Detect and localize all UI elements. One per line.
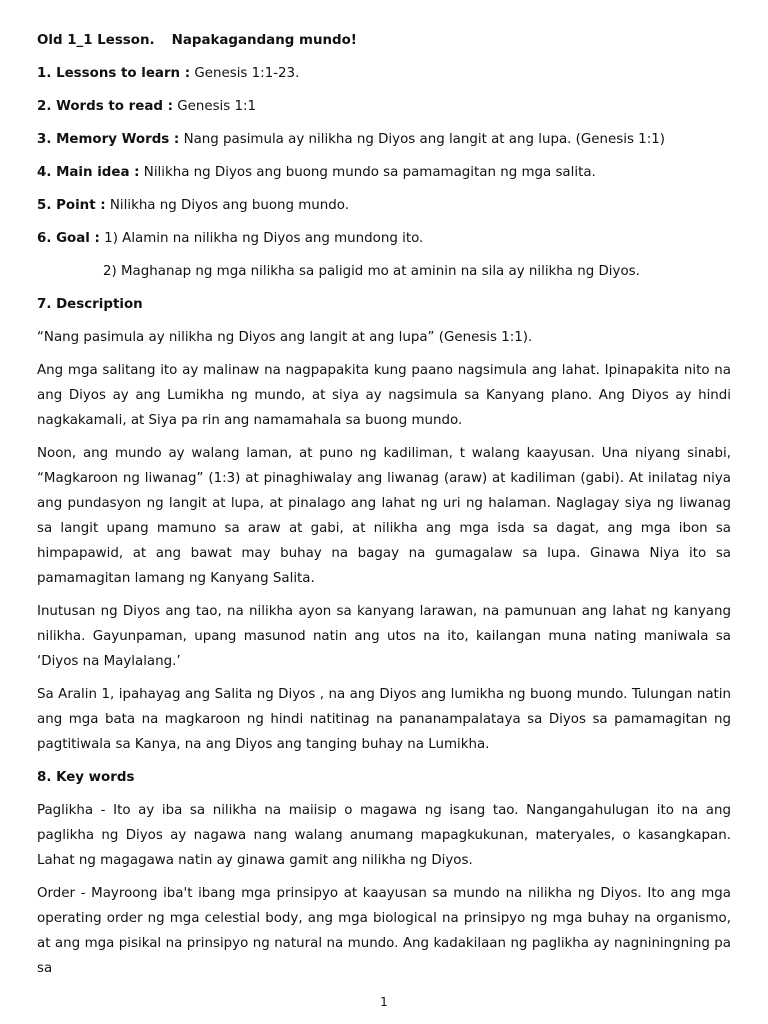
words-to-read-value: Genesis 1:1 (177, 99, 257, 114)
memory-words-label: 3. Memory Words : (37, 132, 180, 147)
description-paragraph-4: Sa Aralin 1, ipahayag ang Salita ng Diyos , na ang Diyos ang lumikha ng buong mundo. Tulungan natin ang mga bata na magkaroon ng hindi natitinag na pananampalataya sa Diyos sa pamamagitan ng pagtitiwala sa Kanya, na ang Diyos ang tanging buhay na Lumikha. (37, 687, 731, 752)
words-to-read-line (37, 94, 731, 119)
lessons-value: Genesis 1:1-23. (194, 66, 300, 81)
goal-line-2 (37, 259, 731, 284)
description-paragraph-3: Inutusan ng Diyos ang tao, na nilikha ayon sa kanyang larawan, na pamunuan ang lahat ng kanyang nilikha. Gayunpaman, upang masunod natin ang utos na ito, kailangan muna nating maniwala sa ‘Diyos na Maylalang.’ (37, 604, 731, 669)
lessons-line (37, 61, 731, 86)
goal-value-2: 2) Maghanap ng mga nilikha sa paligid mo at aminin na sila ay nilikha ng Diyos. (103, 264, 640, 279)
point-line (37, 193, 731, 218)
memory-words-value: Nang pasimula ay nilikha ng Diyos ang langit at ang lupa. (Genesis 1:1) (183, 132, 665, 147)
goal-label: 6. Goal : (37, 231, 100, 246)
document-page (37, 28, 731, 989)
key-words-heading (37, 765, 731, 790)
title-lead: Old 1_1 Lesson. (37, 33, 155, 48)
title-text: Napakagandang mundo! (171, 33, 357, 48)
page-number: 1 (380, 995, 388, 1009)
description-paragraph-1: Ang mga salitang ito ay malinaw na nagpapakita kung paano nagsimula ang lahat. Ipinapakita nito na ang Diyos ay ang Lumikha ng mundo, at siya ay nagsimula sa Kanyang plano. Ang Diyos ay hindi nagkakamali, at Siya pa rin ang namamahala sa buong mundo. (37, 363, 731, 428)
main-idea-value: Nilikha ng Diyos ang buong mundo sa pamamagitan ng mga salita. (143, 165, 596, 180)
point-label: 5. Point : (37, 198, 106, 213)
words-to-read-label: 2. Words to read : (37, 99, 173, 114)
description-heading (37, 292, 731, 317)
goal-line (37, 226, 731, 251)
description-paragraph-2: Noon, ang mundo ay walang laman, at puno ng kadiliman, t walang kaayusan. Una niyang sinabi, “Magkaroon ng liwanag” (1:3) at pinaghiwalay ang liwanag (araw) at kadiliman (gabi). At inilatag niya ang pundasyon ng langit at lupa, at pinalago ang lahat ng uri ng halaman. Naglagay siya ng liwanag sa langit upang mamuno sa araw at gabi, at nilikha ang mga isda sa dagat, ang mga ibon sa himpapawid, at ang bawat may buhay na bagay na gumagalaw sa lupa. Ginawa Niya ito sa pamamagitan lamang ng Kanyang Salita. (37, 446, 731, 586)
description-heading-text: 7. Description (37, 297, 143, 312)
goal-value-1: 1) Alamin na nilikha ng Diyos ang mundong ito. (104, 231, 424, 246)
key-words-paragraph-1: Paglikha - Ito ay iba sa nilikha na maiisip o magawa ng isang tao. Nangangahulugan ito na ang paglikha ng Diyos ay nagawa nang walang anumang mapagkukunan, materyales, o kasangkapan. Lahat ng magagawa natin ay ginawa gamit ang nilikha ng Diyos. (37, 803, 731, 868)
point-value: Nilikha ng Diyos ang buong mundo. (109, 198, 349, 213)
key-words-heading-text: 8. Key words (37, 770, 135, 785)
document-title (37, 28, 731, 53)
lessons-label: 1. Lessons to learn : (37, 66, 191, 81)
key-words-paragraph-2: Order - Mayroong iba't ibang mga prinsipyo at kaayusan sa mundo na nilikha ng Diyos. Ito ang mga operating order ng mga celestial body, ang mga biological na prinsipyo ng mga buhay na organismo, at ang mga pisikal na prinsipyo ng natural na mundo. Ang kadakilaan ng paglikha ay nagniningning pa sa (37, 886, 731, 976)
memory-words-line (37, 127, 731, 152)
description-quote: “Nang pasimula ay nilikha ng Diyos ang langit at ang lupa” (Genesis 1:1). (37, 330, 533, 345)
main-idea-line (37, 160, 731, 185)
main-idea-label: 4. Main idea : (37, 165, 140, 180)
